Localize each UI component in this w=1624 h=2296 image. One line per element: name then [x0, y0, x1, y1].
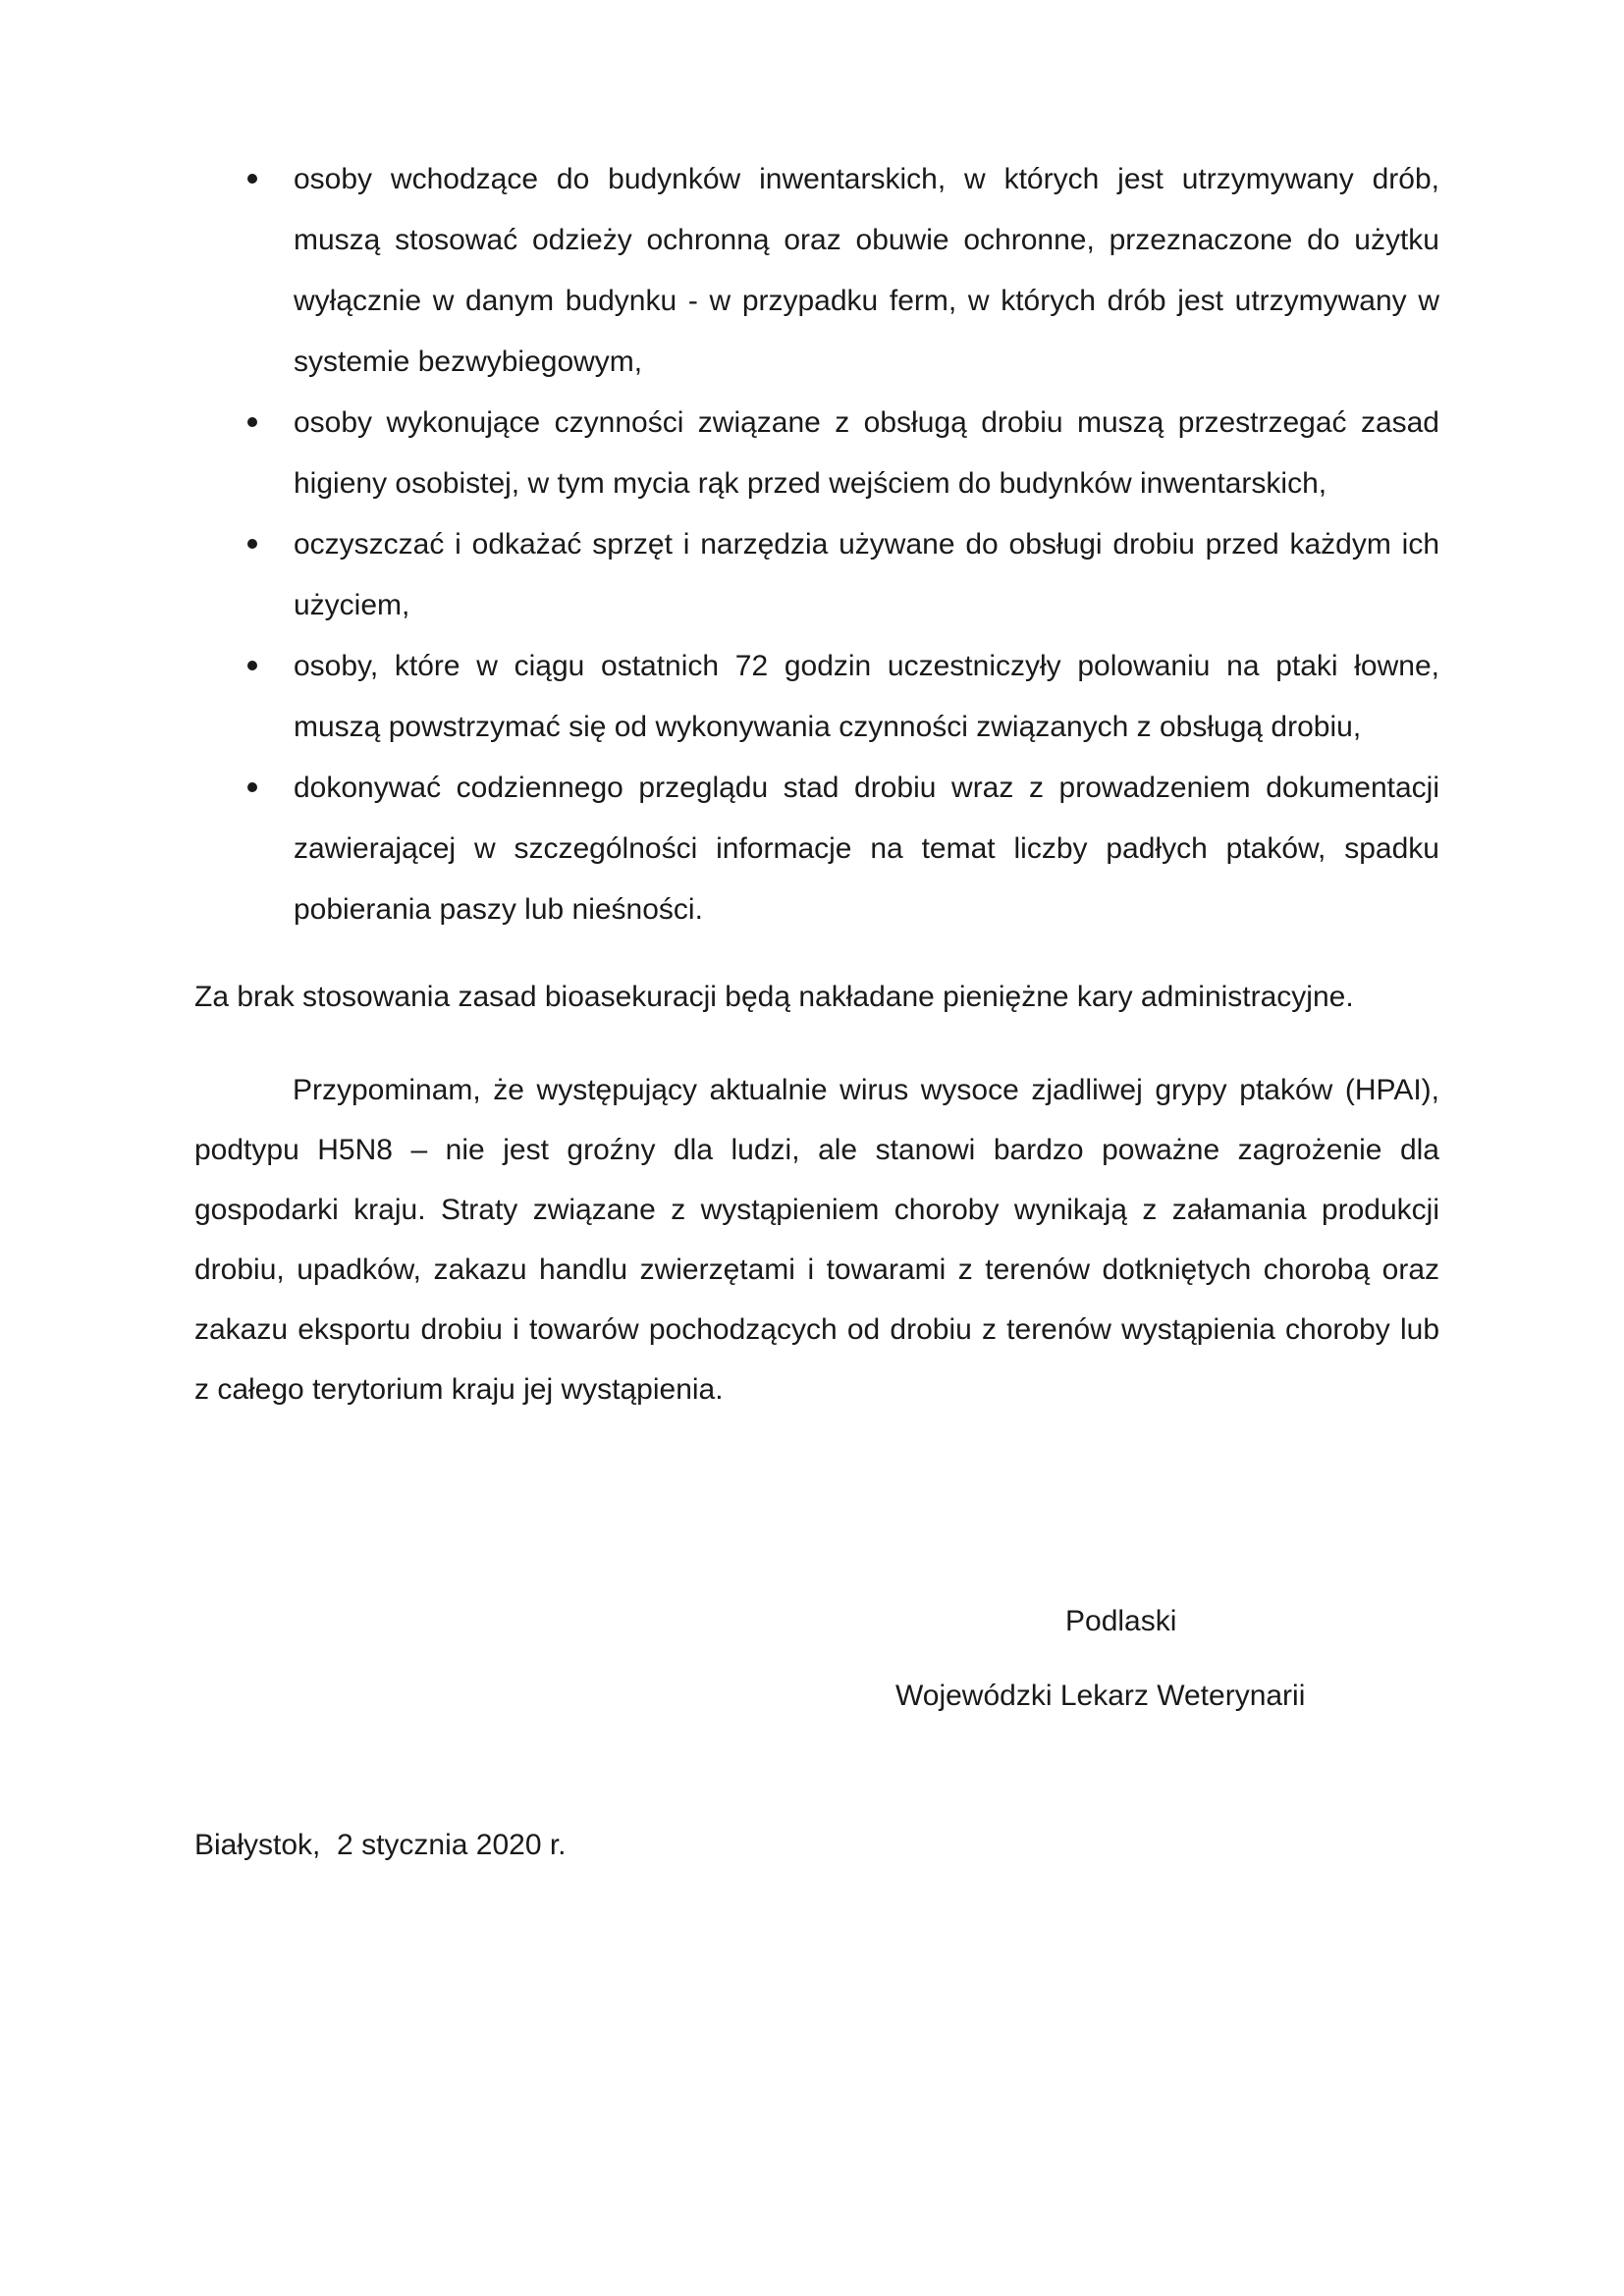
bullet-icon: [247, 174, 257, 184]
list-item: [194, 393, 1439, 514]
list-item: [194, 758, 1439, 940]
list-item-text: osoby, które w ciągu ostatnich 72 godzin uczestniczyły polowaniu na ptaki łowne, muszą powstrzymać się od wykonywania czynności związanych z obsługą drobiu,: [294, 650, 1439, 743]
main-paragraph: Przypominam, że występujący aktualnie wirus wysoce zjadliwej grypy ptaków (HPAI), podtypu H5N8 – nie jest groźny dla ludzi, ale stanowi bardzo poważne zagrożenie dla gospodarki kraju. Straty związane z wystąpieniem choroby wynikają z załamania produkcji drobiu, upadków, zakazu handlu zwierzętami i towarami z terenów dotkniętych chorobą oraz zakazu eksportu drobiu i towarów pochodzących od drobiu z terenów wystąpienia choroby lub z całego terytorium kraju jej wystąpienia.: [194, 1074, 1439, 1406]
penalty-note: Za brak stosowania zasad bioasekuracji będą nakładane pieniężne kary administracyjne.: [194, 981, 1354, 1013]
bullet-icon: [247, 782, 257, 792]
biosecurity-rules-list: [194, 149, 1439, 940]
list-item: [194, 514, 1439, 636]
list-item-text: dokonywać codziennego przeglądu stad drobiu wraz z prowadzeniem dokumentacji zawierającej w szczególności informacje na temat liczby padłych ptaków, spadku pobierania paszy lub nieśności.: [294, 772, 1439, 926]
list-item-text: osoby wykonujące czynności związane z obsługą drobiu muszą przestrzegać zasad higieny osobistej, w tym mycia rąk przed wejściem do budynków inwentarskich,: [294, 406, 1439, 500]
bullet-icon: [247, 417, 257, 427]
signature-line-2: Wojewódzki Lekarz Weterynarii: [895, 1680, 1306, 1712]
list-item-text: osoby wchodzące do budynków inwentarskich, w których jest utrzymywany drób, muszą stosować odzieży ochronną oraz obuwie ochronne, przeznaczone do użytku wyłącznie w danym budynku - w przypadku ferm, w których drób jest utrzymywany w systemie bezwybiegowym,: [294, 163, 1439, 378]
list-item: [194, 149, 1439, 393]
signature-line-1: Podlaski: [1065, 1605, 1177, 1637]
list-item: [194, 636, 1439, 758]
place-and-date: Białystok, 2 stycznia 2020 r.: [194, 1829, 567, 1861]
bullet-icon: [247, 539, 257, 549]
bullet-icon: [247, 661, 257, 670]
list-item-text: oczyszczać i odkażać sprzęt i narzędzia używane do obsługi drobiu przed każdym ich użyciem,: [294, 528, 1439, 621]
